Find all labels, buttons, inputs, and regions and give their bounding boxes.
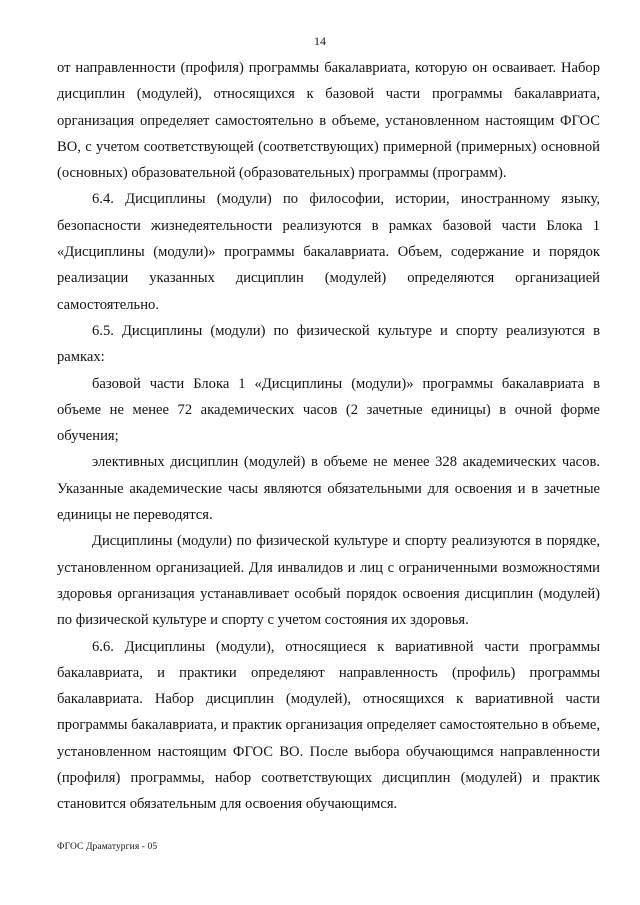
paragraph-6-5-basic-part: базовой части Блока 1 «Дисциплины (модули)» программы бакалавриата в объеме не менее 72 академических часов (2 зачетные единицы) в очной форме обучения; [57, 375, 600, 445]
document-body [57, 55, 600, 818]
paragraph-continuation: от направленности (профиля) программы бакалавриата, которую он осваивает. Набор дисциплин (модулей), относящихся к базовой части программы бакалавриата, организация определяет самостоятельно в объеме, установленном настоящим ФГОС ВО, с учетом соответствующей (соответствующих) примерной (примерных) основной (основных) образовательной (образовательных) программы (программ). [57, 60, 600, 182]
paragraph-6-6: 6.6. Дисциплины (модули), относящиеся к вариативной части программы бакалавриата, и практики определяют направленность (профиль) программы бакалавриата. Набор дисциплин (модулей), относящихся к вариативной части программы бакалавриата, и практик организация определяет самостоятельно в объеме, установленном настоящим ФГОС ВО. После выбора обучающимся направленности (профиля) программы, набор соответствующих дисциплин (модулей) и практик становится обязательным для освоения обучающимся. [57, 638, 600, 813]
paragraph-6-5-order: Дисциплины (модули) по физической культуре и спорту реализуются в порядке, установленном организацией. Для инвалидов и лиц с ограниченными возможностями здоровья организация устанавливает особый порядок освоения дисциплин (модулей) по физической культуре и спорту с учетом состояния их здоровья. [57, 533, 600, 629]
paragraph-6-4: 6.4. Дисциплины (модули) по философии, истории, иностранному языку, безопасности жизнедеятельности реализуются в рамках базовой части Блока 1 «Дисциплины (модули)» программы бакалавриата. Объем, содержание и порядок реализации указанных дисциплин (модулей) определяются организацией самостоятельно. [57, 191, 600, 313]
paragraph-6-5: 6.5. Дисциплины (модули) по физической культуре и спорту реализуются в рамках: [57, 322, 600, 366]
paragraph-6-5-elective: элективных дисциплин (модулей) в объеме не менее 328 академических часов. Указанные академические часы являются обязательными для освоения и в зачетные единицы не переводятся. [57, 454, 600, 524]
page-number: 14 [314, 34, 326, 48]
document-footer: ФГОС Драматургия - 05 [57, 842, 158, 852]
